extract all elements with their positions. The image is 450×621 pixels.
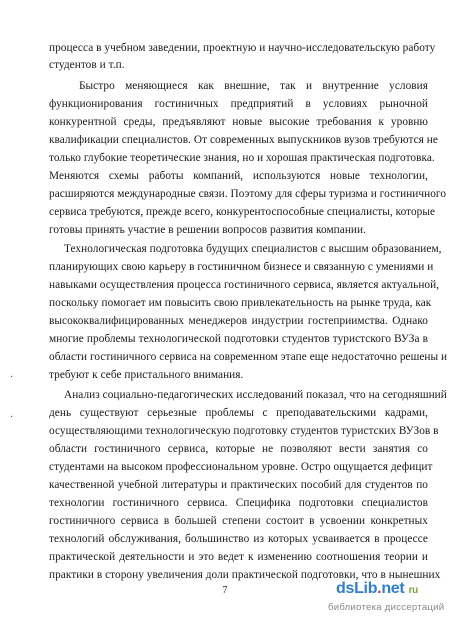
text-line-29: практической деятельности и это ведет к изменению соотношения теории и: [49, 551, 428, 563]
margin-mark: ·: [10, 412, 14, 423]
text-line-25: качественной учебной литературы и практических пособий для студентов по: [49, 479, 428, 491]
logo-main: dsLib: [336, 580, 378, 597]
text-line-15: поскольку помогает им повысить свою привлекательность на рынке труда, как: [49, 297, 432, 309]
text-line-14: навыками осуществления процесса гостиничного сервиса, является актуальной,: [49, 279, 440, 291]
watermark-subtitle: библиотека диссертаций: [328, 602, 445, 613]
text-line-23: области гостиничного сервиса, которые не позволяют вести занятия со: [49, 443, 428, 455]
text-line-11: готовы принять участие в решении вопросов развития компании.: [49, 224, 366, 236]
logo-ru: ru: [408, 585, 418, 596]
text-line-30: практики в сторону увеличения доли практической подготовки, что в нынешних: [49, 569, 441, 581]
text-line-19: требуют к себе пристального внимания.: [49, 369, 244, 381]
text-line-18: области гостиничного сервиса на современном этапе еще недостаточно решены и: [49, 351, 448, 363]
text-line-1: процесса в учебном заведении, проектную и научно-исследовательскую работу: [49, 42, 436, 54]
dslib-logo: [336, 580, 418, 598]
text-line-17: многие проблемы технологической подготовки студентов туристского ВУЗа в: [49, 333, 428, 345]
text-line-4: функционирования гостиничных предприятий в условиях рыночной: [49, 98, 428, 110]
text-line-3: Быстро меняющиеся как внешние, так и внутренние условия: [79, 80, 428, 92]
text-line-10: сервиса требуются, прежде всего, конкурентоспособные специалисты, которые: [49, 206, 436, 218]
text-line-22: осуществляющими технологическую подготовку студентов туристских ВУЗов в: [49, 425, 439, 437]
text-line-20: Анализ социально-педагогических исследований показал, что на сегодняшний: [64, 389, 447, 401]
text-line-6: квалификации специалистов. От современных выпускников вузов требуются не: [49, 134, 438, 146]
margin-mark: ·: [10, 372, 14, 383]
logo-dot: .: [377, 580, 382, 597]
text-line-28: технологий обслуживания, большинство из которых усваивается в процессе: [49, 533, 428, 545]
dslib-watermark: [328, 580, 450, 621]
text-line-16: высококвалифицированных менеджеров индустрии гостеприимства. Однако: [49, 315, 428, 327]
text-line-26: технологии гостиничного сервиса. Специфика подготовки специалистов: [49, 497, 428, 509]
text-line-7: только глубокие теоретические знания, но и хорошая практическая подготовка.: [49, 152, 435, 164]
logo-tld: net: [381, 580, 405, 597]
text-line-13: планирующих свою карьеру в гостиничном бизнесе и связанную с умениями и: [49, 261, 434, 273]
text-line-5: конкурентной среды, предъявляют новые высокие требования к уровню: [49, 116, 428, 128]
text-line-8: Меняются схемы работы компаний, используются новые технологии,: [49, 170, 428, 182]
text-line-24: студентами на высоком профессиональном уровне. Остро ощущается дефицит: [49, 461, 433, 473]
page-number: 7: [222, 585, 228, 596]
text-line-12: Технологическая подготовка будущих специалистов с высшим образованием,: [64, 243, 442, 255]
text-line-21: день существуют серьезные проблемы с преподавательскими кадрами,: [49, 407, 428, 419]
text-line-2: студентов и т.п.: [49, 59, 125, 71]
text-line-27: гостиничного сервиса в большей степени состоит в усвоении конкретных: [49, 515, 428, 527]
text-line-9: расширяются международные связи. Поэтому для сферы туризма и гостиничного: [49, 188, 447, 200]
